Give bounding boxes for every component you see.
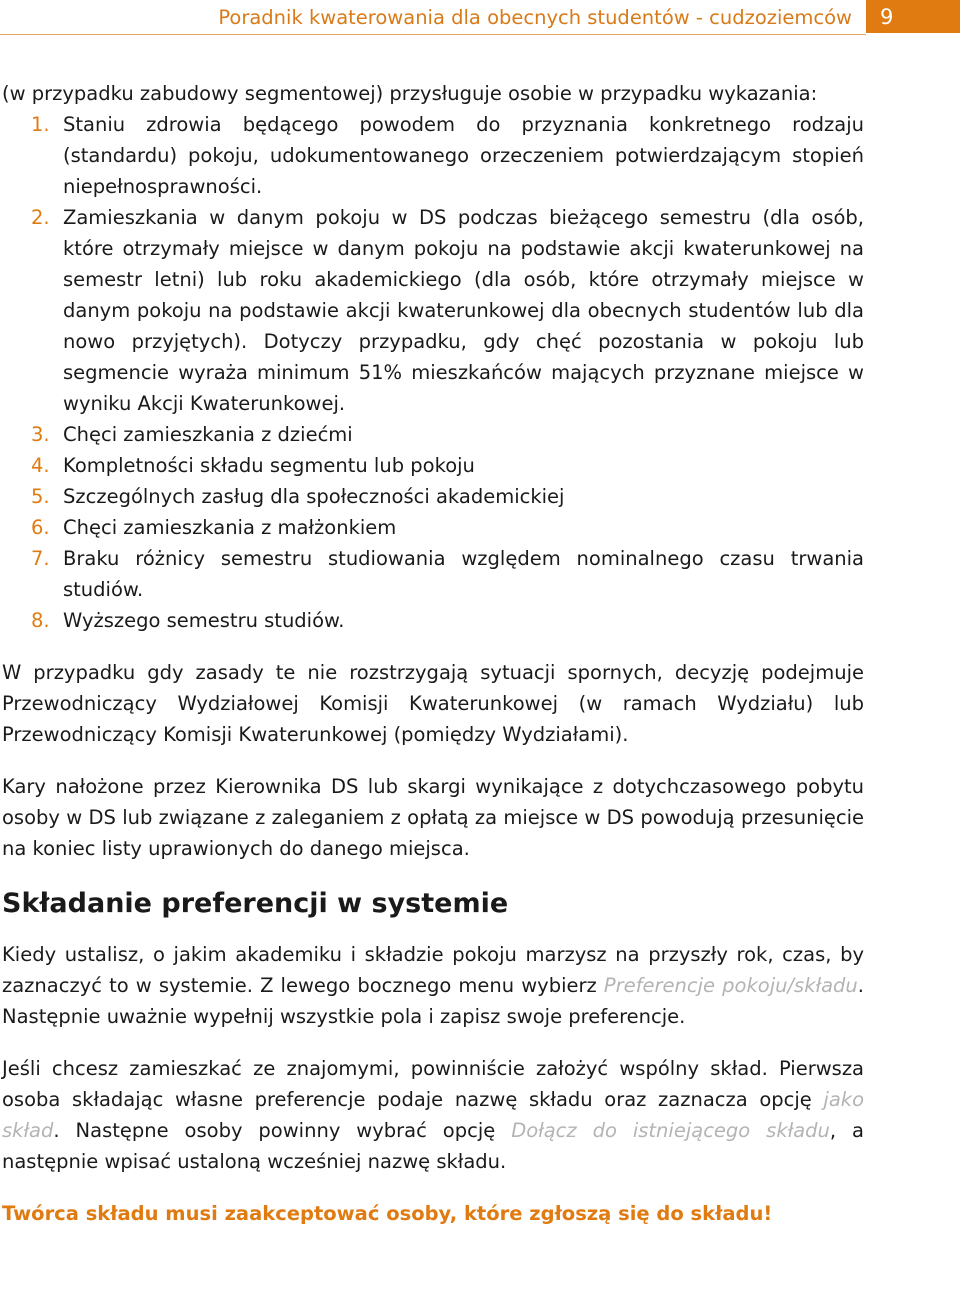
disputes-paragraph: W przypadku gdy zasady te nie rozstrzygają sytuacji spornych, decyzję podejmuje Przewodniczący Wydziałowej Komisji Kwaterunkowej (w ramach Wydziału) lub Przewodniczący Komisji Kwaterunkowej (pomiędzy Wydziałami). (2, 661, 864, 746)
list-item-number: 4. (31, 454, 50, 477)
group-text-3: , a następnie wpisać ustaloną wcześniej nazwę składu. (2, 1119, 864, 1173)
group-text-2: . Następne osoby powinny wybrać opcję (53, 1119, 512, 1142)
option-as-group: jako skład (2, 1088, 864, 1142)
final-note: Twórca składu musi zaakceptować osoby, które zgłoszą się do składu! (2, 1202, 773, 1225)
list-item (2, 450, 864, 481)
list-item-text: Braku różnicy semestru studiowania względem nominalnego czasu trwania studiów. (63, 547, 864, 601)
list-item-number: 5. (31, 485, 50, 508)
list-item (2, 481, 864, 512)
list-item-number: 6. (31, 516, 50, 539)
penalties-paragraph: Kary nałożone przez Kierownika DS lub skargi wynikające z dotychczasowego pobytu osoby w DS lub związane z zaleganiem z opłatą za miejsce w DS powodują przesunięcie na koniec listy uprawionych do danego miejsca. (2, 775, 864, 860)
list-item-text: Zamieszkania w danym pokoju w DS podczas bieżącego semestru (dla osób, które otrzymały miejsce w danym pokoju na podstawie akcji kwaterunkowej na semestr letni) lub roku akademickiego (dla osób, które otrzymały miejsce w danym pokoju na podstawie akcji kwaterunkowej dla obecnych studentów lub dla nowo przyjętych). Dotyczy przypadku, gdy chęć pozostania w pokoju lub segmencie wyraża minimum 51% mieszkańców mających przyznane miejsce w wyniku Akcji Kwaterunkowej. (63, 206, 864, 415)
page-number: 9 (866, 0, 960, 33)
list-item-text: Chęci zamieszkania z małżonkiem (63, 516, 397, 539)
section-heading: Składanie preferencji w systemie (2, 888, 509, 919)
list-item-text: Wyższego semestru studiów. (63, 609, 345, 632)
list-item (2, 543, 864, 605)
list-item-text: Chęci zamieszkania z dziećmi (63, 423, 353, 446)
list-item (2, 109, 864, 202)
header-rule (0, 34, 866, 35)
list-item-number: 1. (31, 113, 50, 136)
list-item-text: Staniu zdrowia będącego powodem do przyznania konkretnego rodzaju (standardu) pokoju, udokumentowanego orzeczeniem potwierdzającym stopień niepełnosprawności. (63, 113, 864, 198)
list-item (2, 202, 864, 419)
criteria-list (2, 109, 864, 636)
list-item-text: Kompletności składu segmentu lub pokoju (63, 454, 475, 477)
group-text-1: Jeśli chcesz zamieszkać ze znajomymi, powinniście założyć wspólny skład. Pierwsza osoba składając własne preferencje podaje nazwę składu oraz zaznacza opcję (2, 1057, 864, 1111)
list-item (2, 605, 864, 636)
preferences-text-before: Kiedy ustalisz, o jakim akademiku i składzie pokoju marzysz na przyszły rok, czas, by zaznaczyć to w systemie. Z lewego bocznego menu wybierz (2, 943, 864, 997)
page-content (2, 78, 864, 1229)
option-join-group: Dołącz do istniejącego składu (511, 1119, 830, 1142)
preferences-paragraph (2, 939, 864, 1032)
preferences-text-after: . Następnie uważnie wypełnij wszystkie pola i zapisz swoje preferencje. (2, 974, 864, 1028)
header-title: Poradnik kwaterowania dla obecnych studentów - cudzoziemców (218, 6, 852, 29)
list-item-number: 7. (31, 547, 50, 570)
page-header (0, 0, 960, 36)
preferences-menu-item-name: Preferencje pokoju/składu (603, 974, 858, 997)
list-item-text: Szczególnych zasług dla społeczności akademickiej (63, 485, 565, 508)
list-item-number: 2. (31, 206, 50, 229)
list-item (2, 512, 864, 543)
list-item (2, 419, 864, 450)
intro-paragraph: (w przypadku zabudowy segmentowej) przysługuje osobie w przypadku wykazania: (2, 82, 818, 105)
group-paragraph (2, 1053, 864, 1177)
list-item-number: 3. (31, 423, 50, 446)
list-item-number: 8. (31, 609, 50, 632)
